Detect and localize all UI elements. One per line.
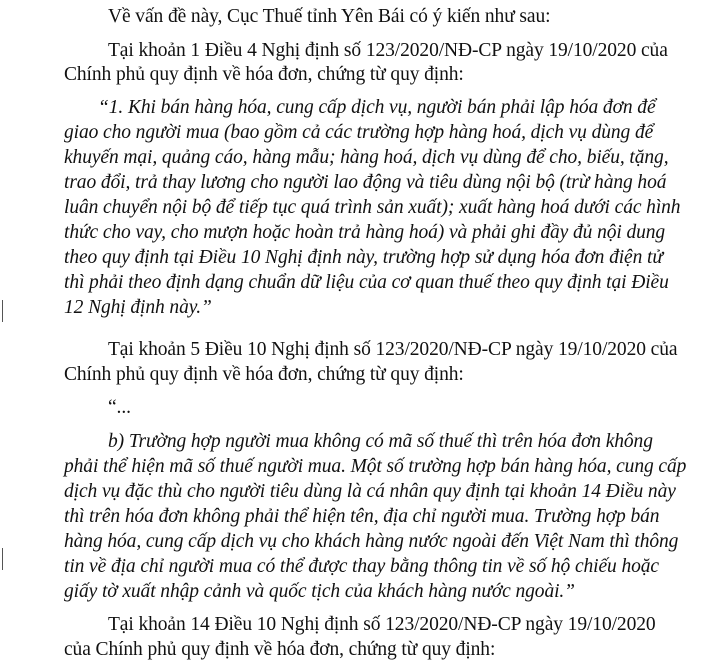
intro-line: Về vấn đề này, Cục Thuế tỉnh Yên Bái có ý kiến như sau: — [108, 6, 551, 27]
quote-line: giao cho người mua (bao gồm cả các trường hợp hàng hoá, dịch vụ dùng để — [64, 122, 654, 143]
margin-mark — [2, 548, 3, 570]
quote-line: luân chuyển nội bộ để tiếp tục quá trình sản xuất); xuất hàng hoá dưới các hình — [64, 197, 681, 218]
quote-line: dịch vụ đặc thù cho người tiêu dùng là cá nhân quy định tại khoản 14 Điều này — [64, 481, 676, 502]
paragraph-line: Chính phủ quy định về hóa đơn, chứng từ quy định: — [64, 64, 464, 85]
quote-line: trao đổi, trả thay lương cho người lao động và tiêu dùng nội bộ (trừ hàng hoá — [64, 172, 667, 193]
quote-line: phải thể hiện mã số thuế người mua. Một số trường hợp bán hàng hóa, cung cấp — [64, 456, 687, 477]
paragraph-line: của Chính phủ quy định về hóa đơn, chứng từ quy định: — [64, 639, 496, 660]
quote-line: thì phải theo định dạng chuẩn dữ liệu của cơ quan thuế theo quy định tại Điều — [64, 272, 669, 293]
paragraph-line: Tại khoản 5 Điều 10 Nghị định số 123/2020/NĐ-CP ngày 19/10/2020 của — [108, 339, 678, 360]
quote-line: theo quy định tại Điều 10 Nghị định này, trường hợp sử dụng hóa đơn điện tử — [64, 247, 663, 268]
quote-line: 12 Nghị định này.” — [64, 297, 212, 318]
quote-line: b) Trường hợp người mua không có mã số thuế thì trên hóa đơn không — [108, 431, 653, 452]
quote-line: tin về địa chỉ người mua có thể được thay bằng thông tin về số hộ chiếu hoặc — [64, 556, 659, 577]
quote-line: “1. Khi bán hàng hóa, cung cấp dịch vụ, người bán phải lập hóa đơn để — [98, 97, 656, 118]
margin-mark — [2, 300, 3, 322]
quote-line: thức cho vay, cho mượn hoặc hoàn trả hàng hoá) và phải ghi đầy đủ nội dung — [64, 222, 666, 243]
ellipsis-line: “... — [108, 397, 131, 418]
paragraph-line: Chính phủ quy định về hóa đơn, chứng từ quy định: — [64, 364, 464, 385]
quote-line: hàng hóa, cung cấp dịch vụ cho khách hàng nước ngoài đến Việt Nam thì thông — [64, 531, 679, 552]
quote-line: giấy tờ xuất nhập cảnh và quốc tịch của khách hàng nước ngoài.” — [64, 581, 575, 602]
paragraph-line: Tại khoản 14 Điều 10 Nghị định số 123/2020/NĐ-CP ngày 19/10/2020 — [108, 614, 656, 635]
quote-line: khuyến mại, quảng cáo, hàng mẫu; hàng hoá, dịch vụ dùng để cho, biếu, tặng, — [64, 147, 669, 168]
quote-line: thì trên hóa đơn không phải thể hiện tên, địa chỉ người mua. Trường hợp bán — [64, 506, 660, 527]
paragraph-line: Tại khoản 1 Điều 4 Nghị định số 123/2020/NĐ-CP ngày 19/10/2020 của — [108, 40, 668, 61]
